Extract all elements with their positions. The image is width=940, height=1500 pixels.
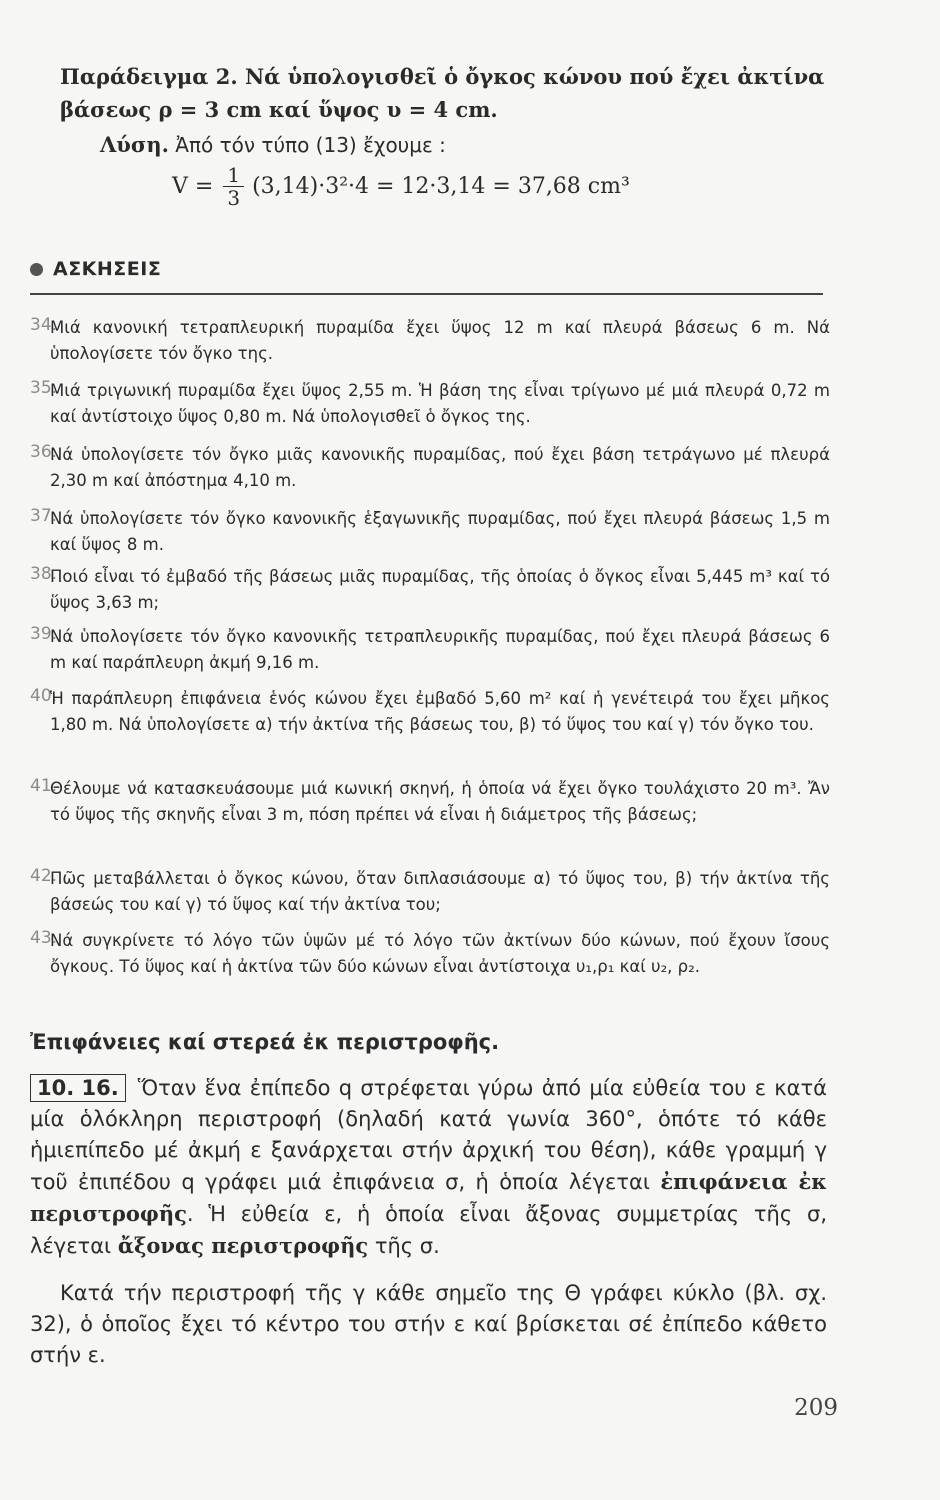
fraction-numerator: 1 (223, 164, 244, 187)
exercise-text: Μιά τριγωνική πυραμίδα ἔχει ὕψος 2,55 m. Ἡ βάση της εἶναι τρίγωνο μέ μιά πλευρά 0,72 m καί ἀντίστοιχο ὕψος 0,80 m. Νά ὑπολογισθεῖ ὁ ὄγκος της. (50, 381, 830, 426)
paragraph-text: τῆς σ. (368, 1234, 440, 1258)
exercise-number: 35. (30, 378, 58, 398)
page-number: 209 (794, 1395, 838, 1421)
exercise-number: 36. (30, 442, 58, 462)
exercise-text: Νά συγκρίνετε τό λόγο τῶν ὑψῶν μέ τό λόγο τῶν ἀκτίνων δύο κώνων, πού ἔχουν ἴσους ὄγκους. Τό ὕψος καί ἡ ἀκτίνα τῶν δύο κώνων εἶναι ἀντίστοιχα υ₁,ρ₁ καί υ₂, ρ₂. (50, 931, 830, 976)
paragraph-text: Κατά τήν περιστροφή τῆς γ κάθε σημεῖο της Θ γράφει κύκλο (βλ. σχ. 32), ὁ ὁποῖος ἔχει τό κέντρο του στήν ε καί βρίσκεται σέ ἐπίπεδο κάθετο στήν ε. (30, 1281, 827, 1367)
paragraph-text: . Ἡ εὐθεία ε, ἡ ὁποία εἶναι ἄξονας συμμετρίας τῆς σ, λέγεται (30, 1202, 827, 1258)
formula-fraction (223, 164, 244, 209)
solution-text: Ἀπό τόν τύπο (13) ἔχουμε : (168, 133, 446, 157)
exercise-number: 41. (30, 776, 58, 796)
exercise-number: 40. (30, 686, 58, 706)
term-axis-of-revolution: ἄξονας περιστροφῆς (117, 1233, 369, 1258)
section-paragraph (30, 1278, 827, 1371)
solution-label: Λύση. (100, 132, 169, 157)
exercise-number: 39. (30, 624, 58, 644)
bullet-dot-icon (30, 263, 43, 276)
exercises-header-label: ΑΣΚΗΣΕΙΣ (53, 258, 162, 280)
exercise-text: Ἡ παράπλευρη ἐπιφάνεια ἑνός κώνου ἔχει ἐμβαδό 5,60 m² καί ἡ γενέτειρά του ἔχει μῆκος 1,80 m. Νά ὑπολογίσετε α) τήν ἀκτίνα τῆς βάσεως του, β) τό ὕψος του καί γ) τόν ὄγκο του. (50, 689, 830, 734)
exercise-text: Μιά κανονική τετραπλευρική πυραμίδα ἔχει ὕψος 12 m καί πλευρά βάσεως 6 m. Νά ὑπολογίσετε τόν ὄγκο της. (50, 318, 830, 363)
volume-formula (172, 164, 630, 209)
solution-line (100, 128, 840, 162)
exercise-number: 38. (30, 564, 58, 584)
exercise-number: 34. (30, 315, 58, 335)
example-title: Παράδειγμα 2. Νά ὑπολογισθεῖ ὁ ὄγκος κώνου πού ἔχει ἀκτίνα βάσεως ρ = 3 cm καί ὕψος υ = 4 cm. (60, 64, 825, 122)
exercise-text: Θέλουμε νά κατασκευάσουμε μιά κωνική σκηνή, ἡ ὁποία νά ἔχει ὄγκο τουλάχιστο 20 m³. Ἄν τό ὕψος τῆς σκηνῆς εἶναι 3 m, πόση πρέπει νά εἶναι ἡ διάμετρος τῆς βάσεως; (50, 779, 830, 824)
section-title: Ἐπιφάνειες καί στερεά ἐκ περιστροφῆς. (30, 1030, 500, 1054)
section-number-box: 10. 16. (30, 1074, 126, 1102)
exercise-text: Νά ὑπολογίσετε τόν ὄγκο μιᾶς κανονικῆς πυραμίδας, πού ἔχει βάση τετράγωνο μέ πλευρά 2,30 m καί ἀπόστημα 4,10 m. (50, 445, 830, 490)
paragraph-text: Ὅταν ἕνα ἐπίπεδο q στρέφεται γύρω ἀπό μία εὐθεία του ε κατά μία ὁλόκληρη περιστροφή (δηλαδή κατά γωνία 360°, ὁπότε τό κάθε ἡμιεπίπεδο μέ ἀκμή ε ξανάρχεται στήν ἀρχική του θέση), κάθε γραμμή γ τοῦ ἐπιπέδου q γράφει μιά ἐπιφάνεια σ, ἡ ὁποία λέγεται (30, 1076, 827, 1194)
exercise-text: Νά ὑπολογίσετε τόν ὄγκο κανονικῆς ἑξαγωνικῆς πυραμίδας, πού ἔχει πλευρά βάσεως 1,5 m καί ὕψος 8 m. (50, 509, 830, 554)
exercise-text: Νά ὑπολογίσετε τόν ὄγκο κανονικῆς τετραπλευρικῆς πυραμίδας, πού ἔχει πλευρά βάσεως 6 m καί παράπλευρη ἀκμή 9,16 m. (50, 627, 830, 672)
exercise-number: 43. (30, 928, 58, 948)
exercises-header (30, 258, 161, 280)
fraction-denominator: 3 (227, 186, 241, 210)
exercise-text: Ποιό εἶναι τό ἐμβαδό τῆς βάσεως μιᾶς πυραμίδας, τῆς ὁποίας ὁ ὄγκος εἶναι 5,445 m³ καί τό ὕψος 3,63 m; (50, 567, 830, 612)
exercise-text: Πῶς μεταβάλλεται ὁ ὄγκος κώνου, ὅταν διπλασιάσουμε α) τό ὕψος του, β) τήν ἀκτίνα τῆς βάσεώς του καί γ) τό ὕψος καί τήν ἀκτίνα του; (50, 869, 830, 914)
section-body (30, 1073, 827, 1371)
term-surface-of-revolution: ἐπιφάνεια ἐκ περιστροφῆς (30, 1169, 828, 1226)
formula-rhs: (3,14)·3²·4 = 12·3,14 = 37,68 cm³ (252, 174, 630, 199)
formula-lhs: V = (172, 174, 214, 199)
exercise-number: 42. (30, 866, 58, 886)
header-divider (30, 293, 823, 295)
section-paragraph (30, 1073, 827, 1262)
exercise-number: 37. (30, 506, 58, 526)
